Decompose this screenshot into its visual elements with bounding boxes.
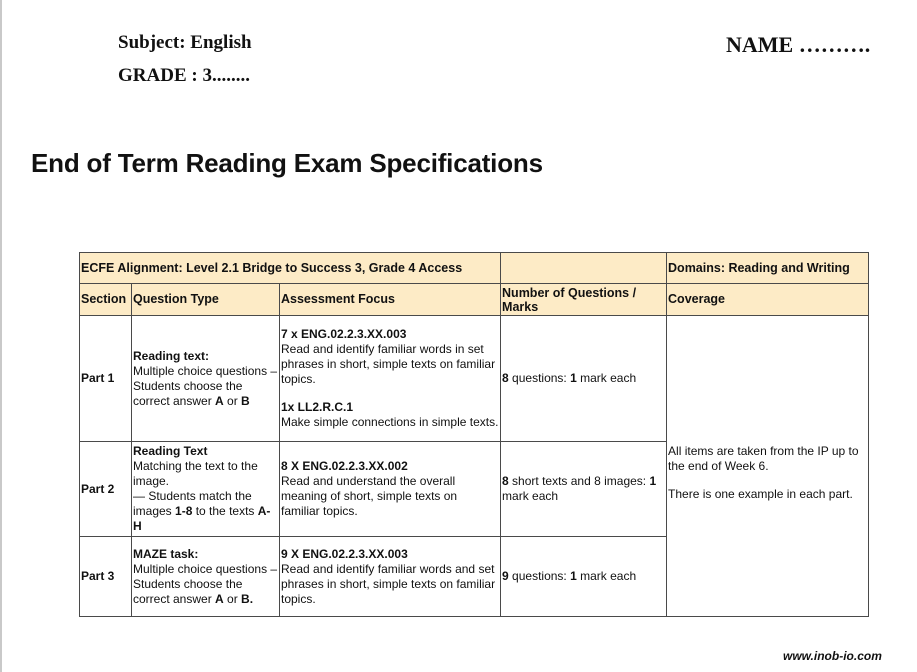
coverage-text: All items are taken from the IP up to the end of Week 6. (668, 444, 859, 473)
outcome-code: 9 X ENG.02.2.3.XX.003 (281, 546, 408, 561)
section-cell: Part 1 (80, 316, 132, 442)
question-type-cell (132, 316, 280, 442)
question-type-text: Multiple choice questions – Students choose the correct answer (133, 561, 278, 606)
question-type-cell (132, 442, 280, 537)
assessment-focus-cell (280, 316, 501, 442)
mark-value: 1 (649, 474, 657, 488)
marks-text: short texts and 8 images: (508, 474, 650, 488)
page-left-border (0, 0, 2, 672)
alignment-cell: ECFE Alignment: Level 2.1 Bridge to Success 3, Grade 4 Access (80, 253, 501, 284)
table-row (80, 316, 869, 442)
alignment-blank-cell (501, 253, 667, 284)
outcome-text: Read and identify familiar words and set phrases in short, simple texts on familiar topics. (281, 561, 496, 606)
question-type-title: MAZE task: (133, 546, 199, 561)
col-header-question-type: Question Type (132, 284, 280, 316)
marks-cell (501, 316, 667, 442)
answer-option: B. (241, 591, 254, 606)
mark-value: 1 (570, 569, 577, 583)
section-cell: Part 3 (80, 537, 132, 617)
question-type-text: Multiple choice questions – Students choose the correct answer (133, 363, 278, 408)
page-title: End of Term Reading Exam Specifications (31, 148, 543, 178)
outcome-code: 8 X ENG.02.2.3.XX.002 (281, 459, 408, 473)
question-count: 9 (502, 569, 509, 583)
question-type-text: to the texts (192, 504, 258, 518)
marks-text: mark each (576, 569, 637, 583)
answer-option: A (215, 393, 224, 408)
col-header-assessment-focus: Assessment Focus (280, 284, 501, 316)
coverage-cell (667, 316, 869, 617)
marks-text: mark each (576, 371, 637, 385)
coverage-text: There is one example in each part. (668, 487, 853, 501)
answer-option: B (241, 393, 250, 408)
outcome-code: 1x LL2.R.C.1 (281, 400, 354, 414)
col-header-section: Section (80, 284, 132, 316)
subject-label: Subject: English (118, 32, 252, 53)
grade-label: GRADE : 3........ (118, 65, 250, 86)
image-range: 1-8 (175, 504, 193, 518)
question-type-text: or (223, 393, 242, 408)
col-header-questions-marks: Number of Questions / Marks (501, 284, 667, 316)
marks-cell (501, 442, 667, 537)
table-alignment-row (80, 253, 869, 284)
watermark-url: www.inob-io.com (783, 649, 882, 663)
question-type-cell (132, 537, 280, 617)
question-type-text: Matching the text to the image. (133, 459, 258, 488)
assessment-focus-cell (280, 442, 501, 537)
question-type-title: Reading text: (133, 348, 210, 363)
domains-cell: Domains: Reading and Writing (667, 253, 869, 284)
question-count: 8 (502, 474, 509, 488)
question-count: 8 (502, 371, 509, 385)
outcome-text: Read and understand the overall meaning of short, simple texts on familiar topics. (281, 474, 458, 518)
spec-table (79, 252, 869, 617)
question-type-text: or (223, 591, 242, 606)
question-type-text: — Students match the images (133, 489, 252, 518)
name-field: NAME ………. (726, 32, 871, 57)
assessment-focus-cell (280, 537, 501, 617)
outcome-text: Make simple connections in simple texts. (281, 415, 499, 429)
section-cell: Part 2 (80, 442, 132, 537)
answer-option: A (215, 591, 224, 606)
outcome-text: Read and identify familiar words in set phrases in short, simple texts on familiar topics. (281, 342, 496, 386)
marks-text: mark each (502, 489, 559, 503)
marks-cell (501, 537, 667, 617)
marks-text: questions: (508, 569, 571, 583)
col-header-coverage: Coverage (667, 284, 869, 316)
mark-value: 1 (570, 371, 577, 385)
marks-text: questions: (508, 371, 571, 385)
table-header-row (80, 284, 869, 316)
text-range: A-H (133, 504, 271, 533)
outcome-code: 7 x ENG.02.2.3.XX.003 (281, 327, 407, 341)
question-type-title: Reading Text (133, 444, 208, 458)
